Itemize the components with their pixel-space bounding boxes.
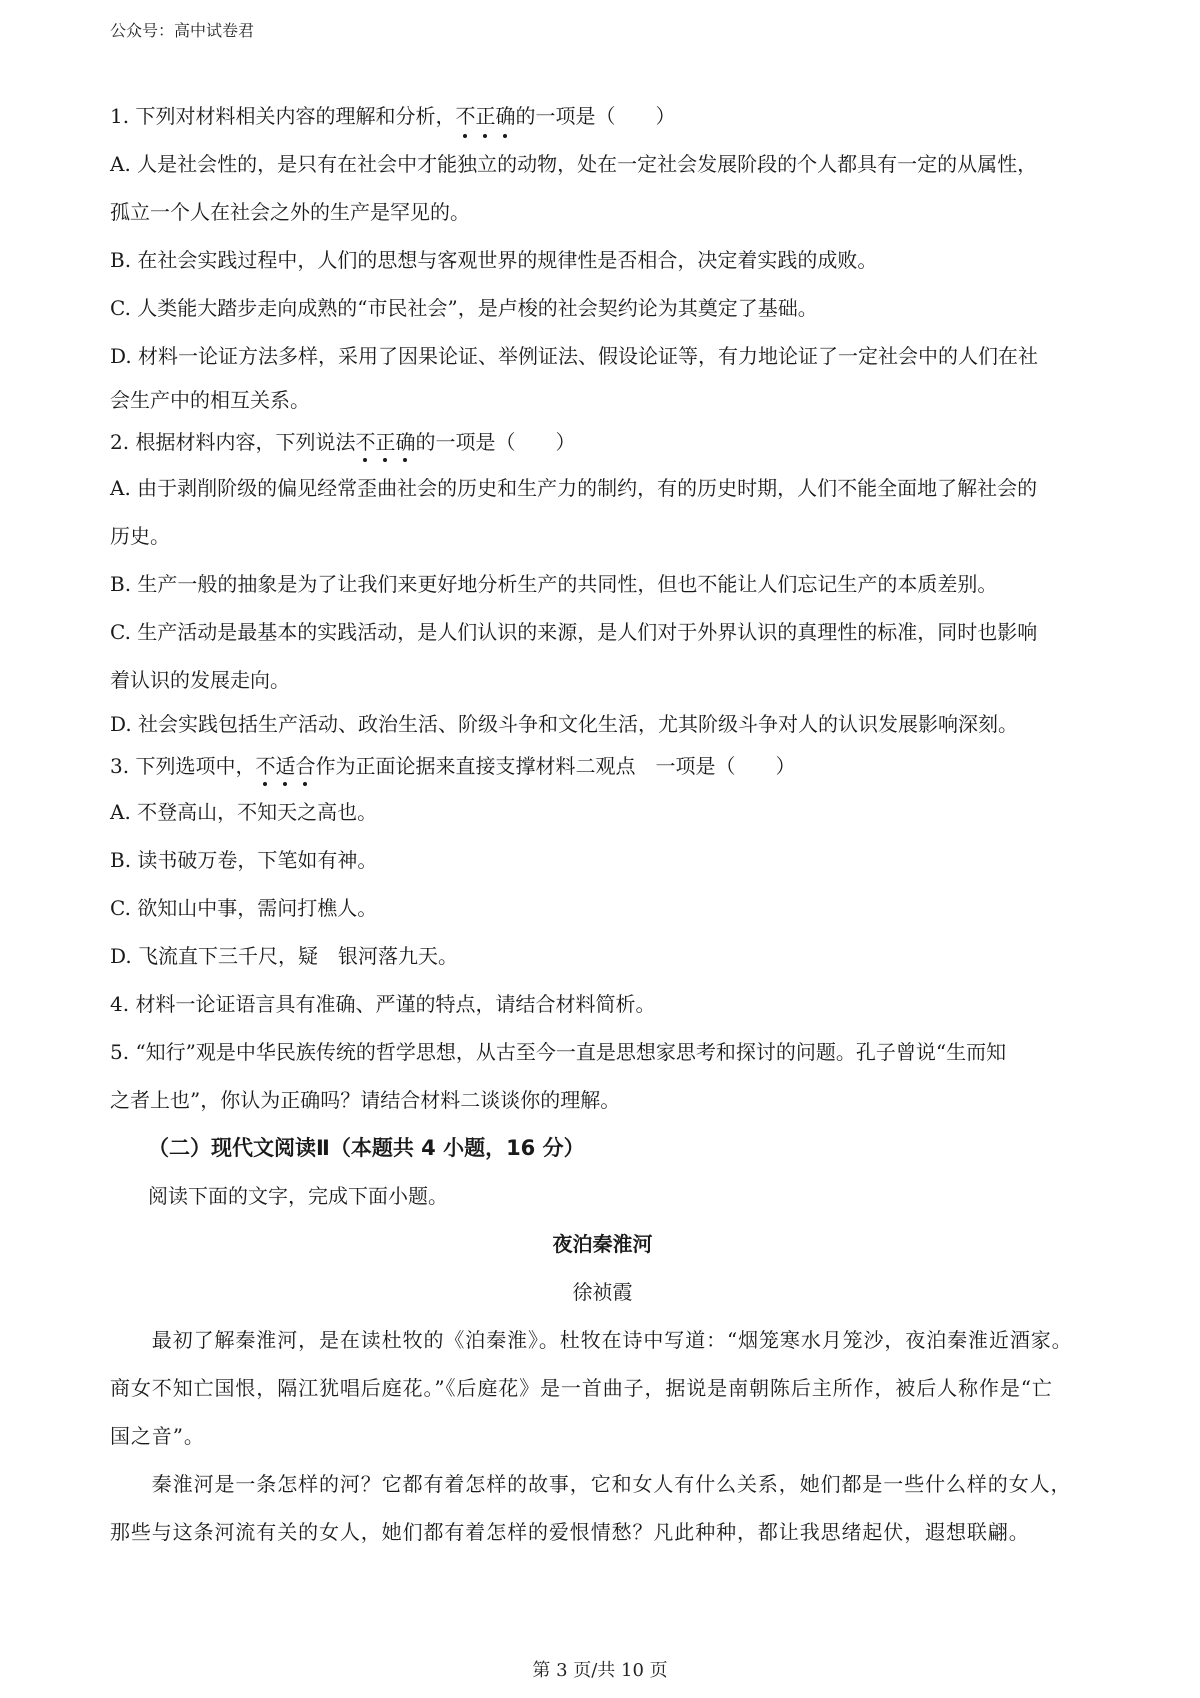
q1-option-b: B. 在社会实践过程中，人们的思想与客观世界的规律性是否相合，决定着实践的成败。 (110, 248, 878, 272)
page-header: 公众号：高中试卷君 (110, 21, 255, 40)
question-2-stem (110, 420, 1095, 464)
q2-option-c-line2: 着认识的发展走向。 (110, 668, 290, 692)
q3-emphasis-char: 不 (255, 744, 275, 788)
q2-emphasis-char: 确 (395, 420, 415, 464)
q1-emphasis-char: 不 (455, 92, 475, 140)
article-paragraph-1-line2: 商女不知亡国恨，隔江犹唱后庭花。”《后庭花》是一首曲子，据说是南朝陈后主所作，被后人称作是“亡 (110, 1376, 1053, 1400)
q3-emphasis-char: 合 (295, 744, 315, 788)
q3-option-b: B. 读书破万卷，下笔如有神。 (110, 848, 378, 872)
q1-stem-pre: 1. 下列对材料相关内容的理解和分析， (110, 104, 456, 128)
question-5-line1: 5. “知行”观是中华民族传统的哲学思想，从古至今一直是思想家思考和探讨的问题。孔子曾说“生而知 (110, 1040, 1007, 1064)
q1-option-d-line2: 会生产中的相互关系。 (110, 388, 310, 412)
q2-option-b: B. 生产一般的抽象是为了让我们来更好地分析生产的共同性，但也不能让人们忘记生产的本质差别。 (110, 572, 998, 596)
exam-content (110, 92, 1095, 1556)
article-title: 夜泊秦淮河 (552, 1232, 653, 1256)
q2-option-c-line1: C. 生产活动是最基本的实践活动，是人们认识的来源，是人们对于外界认识的真理性的标准，同时也影响 (110, 620, 1038, 644)
article-paragraph-1-line3: 国之音”。 (110, 1424, 205, 1448)
q1-option-d-line1: D. 材料一论证方法多样，采用了因果论证、举例证法、假设论证等，有力地论证了一定社会中的人们在社 (110, 344, 1039, 368)
question-4: 4. 材料一论证语言具有准确、严谨的特点，请结合材料简析。 (110, 992, 656, 1016)
q3-option-d: D. 飞流直下三千尺，疑 银河落九天。 (110, 944, 459, 968)
article-paragraph-2-line1: 秦淮河是一条怎样的河？它都有着怎样的故事，它和女人有什么关系，她们都是一些什么样的女人， (110, 1472, 1072, 1496)
q1-option-c: C. 人类能大踏步走向成熟的“市民社会”，是卢梭的社会契约论为其奠定了基础。 (110, 296, 818, 320)
q2-emphasis-char: 不 (355, 420, 375, 464)
q2-stem-pre: 2. 根据材料内容，下列说法 (110, 430, 356, 454)
q2-option-a-line1: A. 由于剥削阶级的偏见经常歪曲社会的历史和生产力的制约，有的历史时期，人们不能全面地了解社会的 (110, 476, 1038, 500)
q2-emphasis-char: 正 (375, 420, 395, 464)
q2-option-d: D. 社会实践包括生产活动、政治生活、阶级斗争和文化生活，尤其阶级斗争对人的认识发展影响深刻。 (110, 712, 1019, 736)
article-paragraph-1-line1: 最初了解秦淮河，是在读杜牧的《泊秦淮》。杜牧在诗中写道：“烟笼寒水月笼沙，夜泊秦淮近酒家。 (110, 1328, 1073, 1352)
article-author: 徐祯霞 (572, 1280, 633, 1304)
q3-stem-pre: 3. 下列选项中， (110, 754, 256, 778)
q1-option-a-line2: 孤立一个人在社会之外的生产是罕见的。 (110, 200, 470, 224)
q2-option-a-line2: 历史。 (110, 524, 170, 548)
article-paragraph-2-line2: 那些与这条河流有关的女人，她们都有着怎样的爱恨情愁？凡此种种，都让我思绪起伏，遐想联翩。 (110, 1520, 1030, 1544)
q1-emphasis-char: 正 (475, 92, 495, 140)
page-footer: 第 3 页/共 10 页 (532, 1660, 668, 1681)
q1-emphasis-char: 确 (495, 92, 515, 140)
q3-stem-post: 作为正面论据来直接支撑材料二观点 一项是（ ） (315, 754, 796, 778)
q3-emphasis-char: 适 (275, 744, 295, 788)
q1-stem-post: 的一项是（ ） (515, 104, 676, 128)
q3-option-a: A. 不登高山，不知天之高也。 (110, 800, 378, 824)
question-5-line2: 之者上也”，你认为正确吗？请结合材料二谈谈你的理解。 (110, 1088, 621, 1112)
section-instruction: 阅读下面的文字，完成下面小题。 (148, 1184, 448, 1208)
question-3-stem (110, 744, 1095, 788)
question-1-stem (110, 92, 1095, 140)
section-title: （二）现代文阅读Ⅱ（本题共 4 小题，16 分） (148, 1136, 585, 1160)
q2-stem-post: 的一项是（ ） (415, 430, 576, 454)
q1-option-a-line1: A. 人是社会性的，是只有在社会中才能独立的动物，处在一定社会发展阶段的个人都具有一定的从属性， (110, 152, 1038, 176)
q3-option-c: C. 欲知山中事，需问打樵人。 (110, 896, 378, 920)
